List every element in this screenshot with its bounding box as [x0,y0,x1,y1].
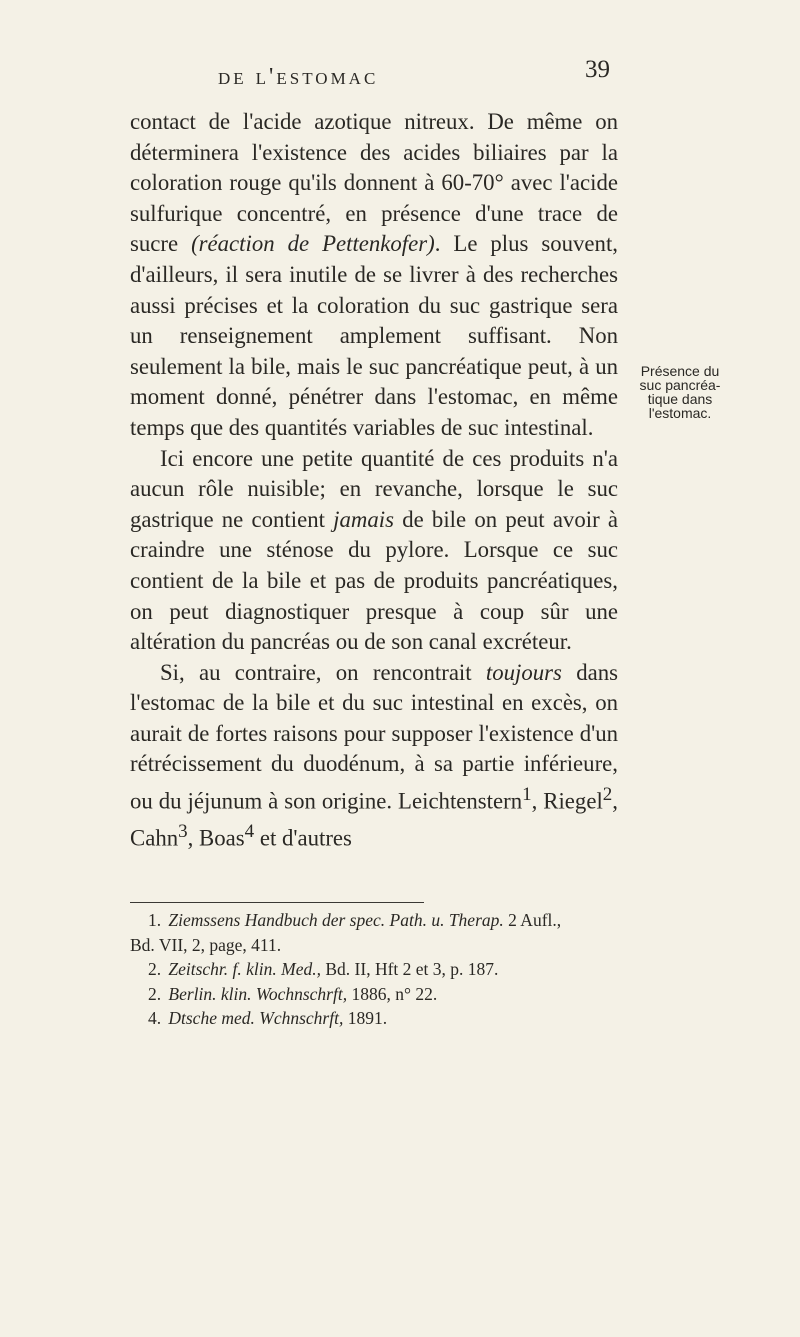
footnote-ref-1: 1 [522,784,532,806]
footnote-ref-3: 3 [178,821,188,843]
footnote-ref-4: 4 [244,821,255,843]
running-head: de l'estomac [218,64,379,90]
paragraph-1: contact de l'acide azotique nitreux. De même on déterminera l'existence des acides biliaires par la coloration rouge qu'ils donnent à 60-70° avec l'acide sulfurique concentré, en présence d'une trace de sucre (réaction de Pettenkofer). Le plus souvent, d'ailleurs, il sera inutile de se livrer à des recherches aussi précises et la coloration du suc gastrique sera un renseignement amplement suffisant. Non seulement la bile, mais le suc pancréatique peut, à un moment donné, pénétrer dans l'estomac, en même temps que des quantités variables de suc intestinal. [130,109,618,440]
emphasis-jamais: jamais [333,506,394,532]
emphasis-toujours: toujours [485,659,562,685]
paragraph-2: Ici encore une petite quantité de ces produits n'a aucun rôle nuisible; en revanche, lorsque le suc gastrique ne contient jamais de bile on peut avoir à craindre une sténose du pylore. Lorsque ce suc contient de la bile et pas de produits pancréatiques, on peut diagnostiquer presque à coup sûr une altération du pancréas ou de son canal excréteur. [130,445,618,655]
reaction-name: (réaction de Pettenkofer) [191,231,435,257]
body-text [130,107,618,854]
footnote-4: 4. Dtsche med. Wchnschrft, 1891. [148,1008,388,1028]
footnote-2: 2. Zeitschr. f. klin. Med., Bd. II, Hft 2 et 3, p. 187. [148,959,499,979]
footnote-1: 1. Ziemssens Handbuch der spec. Path. u. Therap. 2 Aufl., [148,910,562,930]
footnote-separator [130,902,424,903]
footnote-1-continued: Bd. VII, 2, page, 411. [130,934,282,955]
page-header [0,50,800,90]
page-number: 39 [585,56,610,83]
paragraph-3: Si, au contraire, on rencontrait toujours dans l'estomac de la bile et du suc intestinal en excès, on aurait de fortes raisons pour supposer l'existence d'un rétrécissement du duodénum, à sa partie inférieure, ou du jéjunum à son origine. Leichtenstern$^1$, Riegel$^2$, Cahn$^3$, Boas$^4$ et d'autres [130,659,618,851]
margin-note: Présence du suc pancréa- tique dans l'estomac. [639,363,721,421]
footnotes [130,908,750,1031]
footnote-ref-2: 2 [602,784,613,806]
footnote-3: 2. Berlin. klin. Wochnschrft, 1886, n° 22. [148,983,438,1004]
